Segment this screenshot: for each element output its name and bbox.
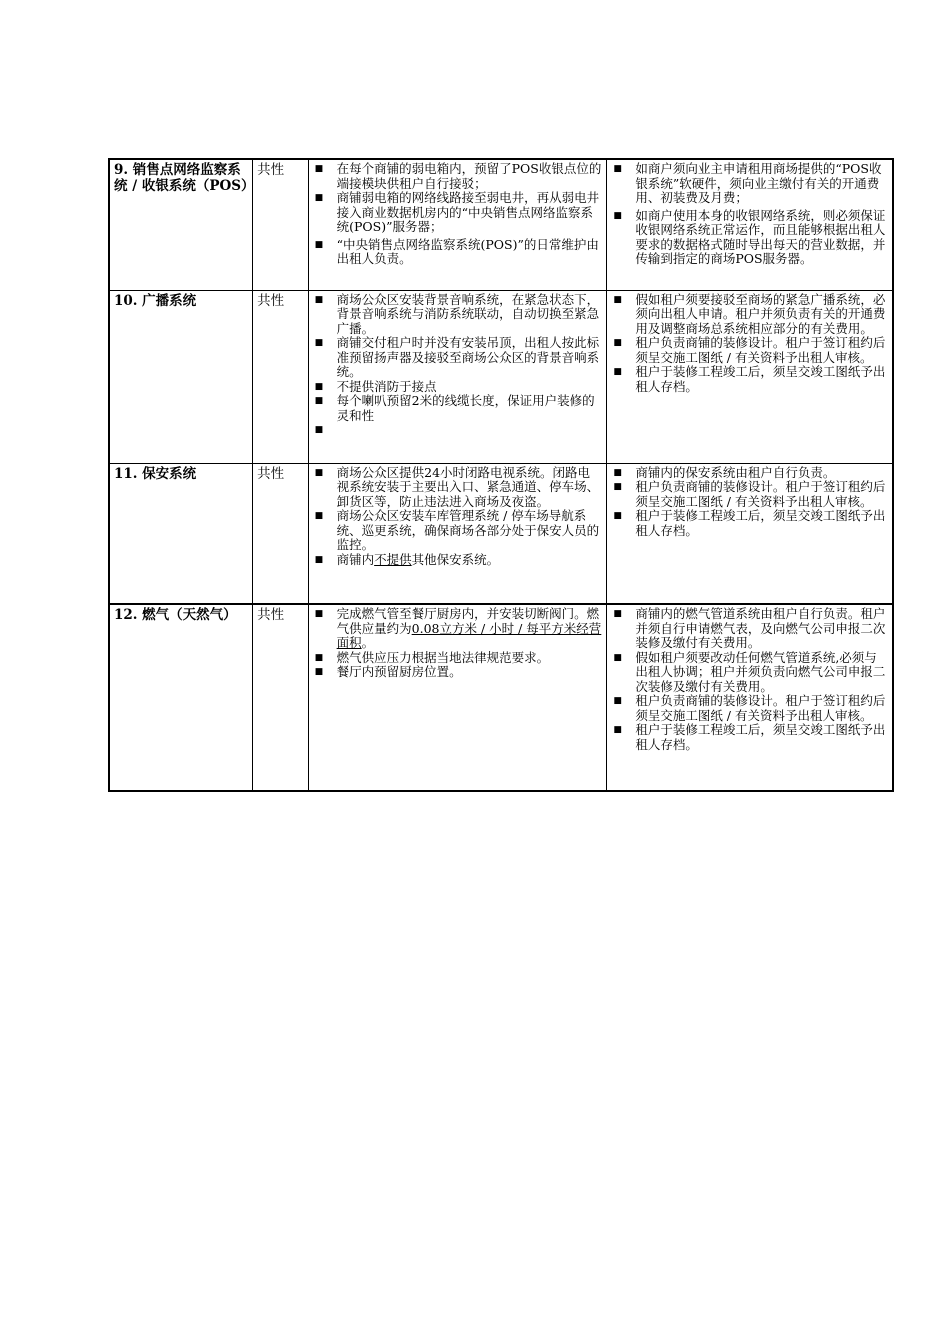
underlined-text: 不提供 [374,551,412,567]
landlord-provision-cell [308,463,607,604]
item-name: 12. 燃气（天然气） [114,607,237,623]
bullet-icon: ■ [314,193,324,203]
list-item: ■ 商场公众区提供24小时闭路电视系统。闭路电视系统安装于主要出入口、紧急通道、停车场、卸货区等，防止违法进入商场及夜盗。 [314,464,600,509]
list-item: ■ 商场公众区安装车库管理系统 / 停车场导航系统、巡更系统，确保商场各部分处于保安人员的监控。 [314,508,600,552]
item-type: 共性 [257,292,285,309]
list-item: ■ 商铺弱电箱的网络线路接至弱电井，再从弱电井接入商业数据机房内的“中央销售点网络监察系统(POS)”服务器； [314,190,600,234]
item-type: 共性 [257,162,285,178]
landlord-provision-cell [308,290,607,463]
bullet-icon: ■ [613,338,622,348]
list-item: ■ 租户于装修工程竣工后，须呈交竣工图纸予出租人存档。 [613,722,886,752]
list-item: ■ 不提供消防于接点 [314,378,437,394]
item-type-cell [253,290,309,463]
list-item: ■ 每个喇叭预留2米的线缆长度，保证用户装修的灵和性 [314,393,595,423]
table-row-broadcast [109,290,893,463]
list-item: ■ 燃气供应压力根据当地法律规范要求。 [314,649,550,665]
landlord-provision-cell [308,159,607,290]
list-item: ■ 租户于装修工程竣工后，须呈交竣工图纸予出租人存档。 [613,508,886,538]
bullet-icon: ■ [314,511,324,521]
list-item: ■ 假如租户须要改动任何燃气管道系统,必须与出租人协调；租户并须负责向燃气公司申报二次装修及缴付有关费用。 [613,649,886,694]
item-name-cell [109,604,253,791]
underlined-text: 0.08立方米 / 小时 / 每平方米经营面积 [336,620,602,650]
list-item: ■ “中央销售点网络监察系统(POS)”的日常维护由出租人负责。 [314,236,599,266]
bullet-icon: ■ [613,210,622,221]
bullet-icon: ■ [314,667,324,677]
bullet-icon: ■ [613,367,622,377]
table-row-gas [109,604,893,791]
bullet-icon: ■ [314,294,324,305]
item-type: 共性 [257,465,285,482]
bullet-icon: ■ [314,396,324,406]
tenant-responsibility-cell [607,463,893,604]
services-spec-table [108,158,894,792]
table-row-security [109,463,893,604]
item-name-cell [109,159,253,290]
bullet-icon: ■ [314,425,324,435]
item-name-cell [109,463,253,604]
bullet-icon: ■ [613,696,622,706]
list-item: ■ 商铺内的燃气管道系统由租户自行负责。租户并须自行申请燃气表，及向燃气公司申报二次装修及缴付有关费用。 [613,606,886,650]
bullet-icon: ■ [314,338,324,348]
list-item [313,423,603,437]
list-item: ■ 商铺交付租户时并没有安装吊顶，出租人按此标准预留扬声器及接驳至商场公众区的背景音响系统。 [314,335,600,379]
list-item: ■ 商场公众区安装背景音响系统，在紧急状态下，背景音响系统与消防系统联动，自动切换至紧急广播。 [314,291,600,336]
bullet-icon: ■ [613,609,622,619]
tenant-responsibility-cell [607,604,893,791]
item-name: 10. 广播系统 [114,292,197,309]
list-item: ■ 假如租户须要接驳至商场的紧急广播系统，必须向出租人申请。租户并须负责有关的开通费用及调整商场总系统相应部分的有关费用。 [613,291,886,336]
bullet-icon: ■ [314,652,324,663]
list-item: ■ 商铺内不提供其他保安系统。 [314,551,500,567]
bullet-icon: ■ [613,652,622,663]
landlord-provision-cell [308,604,607,791]
list-item: ■ 租户负责商铺的装修设计。租户于签订租约后须呈交施工图纸 / 有关资料予出租人审核。 [613,693,886,723]
list-item: ■ 如商户使用本身的收银网络系统，则必须保证收银网络系统正常运作，而且能够根据出租人要求的数据格式随时导出每天的营业数据，并传输到指定的商场POS服务器。 [613,207,886,266]
bullet-icon: ■ [314,467,324,478]
item-name: 9. 销售点网络监察系统 / 收银系统（POS） [114,162,255,194]
bullet-icon: ■ [613,467,622,478]
tenant-responsibility-cell [607,290,893,463]
list-item: ■ 租户于装修工程竣工后，须呈交竣工图纸予出租人存档。 [613,364,886,394]
list-item: ■ 如商户须向业主申请租用商场提供的“POS收银系统”软硬件，须向业主缴付有关的开通费用、初装费及月费； [613,161,882,205]
list-item: ■ 租户负责商铺的装修设计。租户于签订租约后须呈交施工图纸 / 有关资料予出租人审核。 [613,335,886,365]
item-name: 11. 保安系统 [114,465,197,482]
list-item: ■ 完成燃气管至餐厅厨房内，并安装切断阀门。燃气供应量约为0.08立方米 / 小时 / 每平方米经营面积。 [314,606,602,650]
tenant-responsibility-cell [607,159,893,290]
bullet-icon: ■ [314,164,324,174]
bullet-icon: ■ [314,239,324,250]
item-type-cell [253,159,309,290]
bullet-icon: ■ [314,381,324,392]
bullet-icon: ■ [613,164,622,174]
item-type-cell [253,463,309,604]
list-item: ■ 租户负责商铺的装修设计。租户于签订租约后须呈交施工图纸 / 有关资料予出租人审核。 [613,479,886,509]
item-name-cell [109,290,253,463]
list-item: ■ 商铺内的保安系统由租户自行负责。 [613,464,836,480]
bullet-icon: ■ [613,482,622,492]
list-item: ■ 在每个商铺的弱电箱内，预留了POS收银点位的端接模块供租户自行接驳； [314,161,602,191]
bullet-icon: ■ [613,725,622,735]
list-item: ■ 餐厅内预留厨房位置。 [314,664,462,679]
item-type: 共性 [257,607,285,623]
table-row-pos [109,159,893,290]
bullet-icon: ■ [613,294,622,305]
bullet-icon: ■ [613,511,622,521]
item-type-cell [253,604,309,791]
bullet-icon: ■ [314,554,324,565]
bullet-icon: ■ [314,609,324,619]
